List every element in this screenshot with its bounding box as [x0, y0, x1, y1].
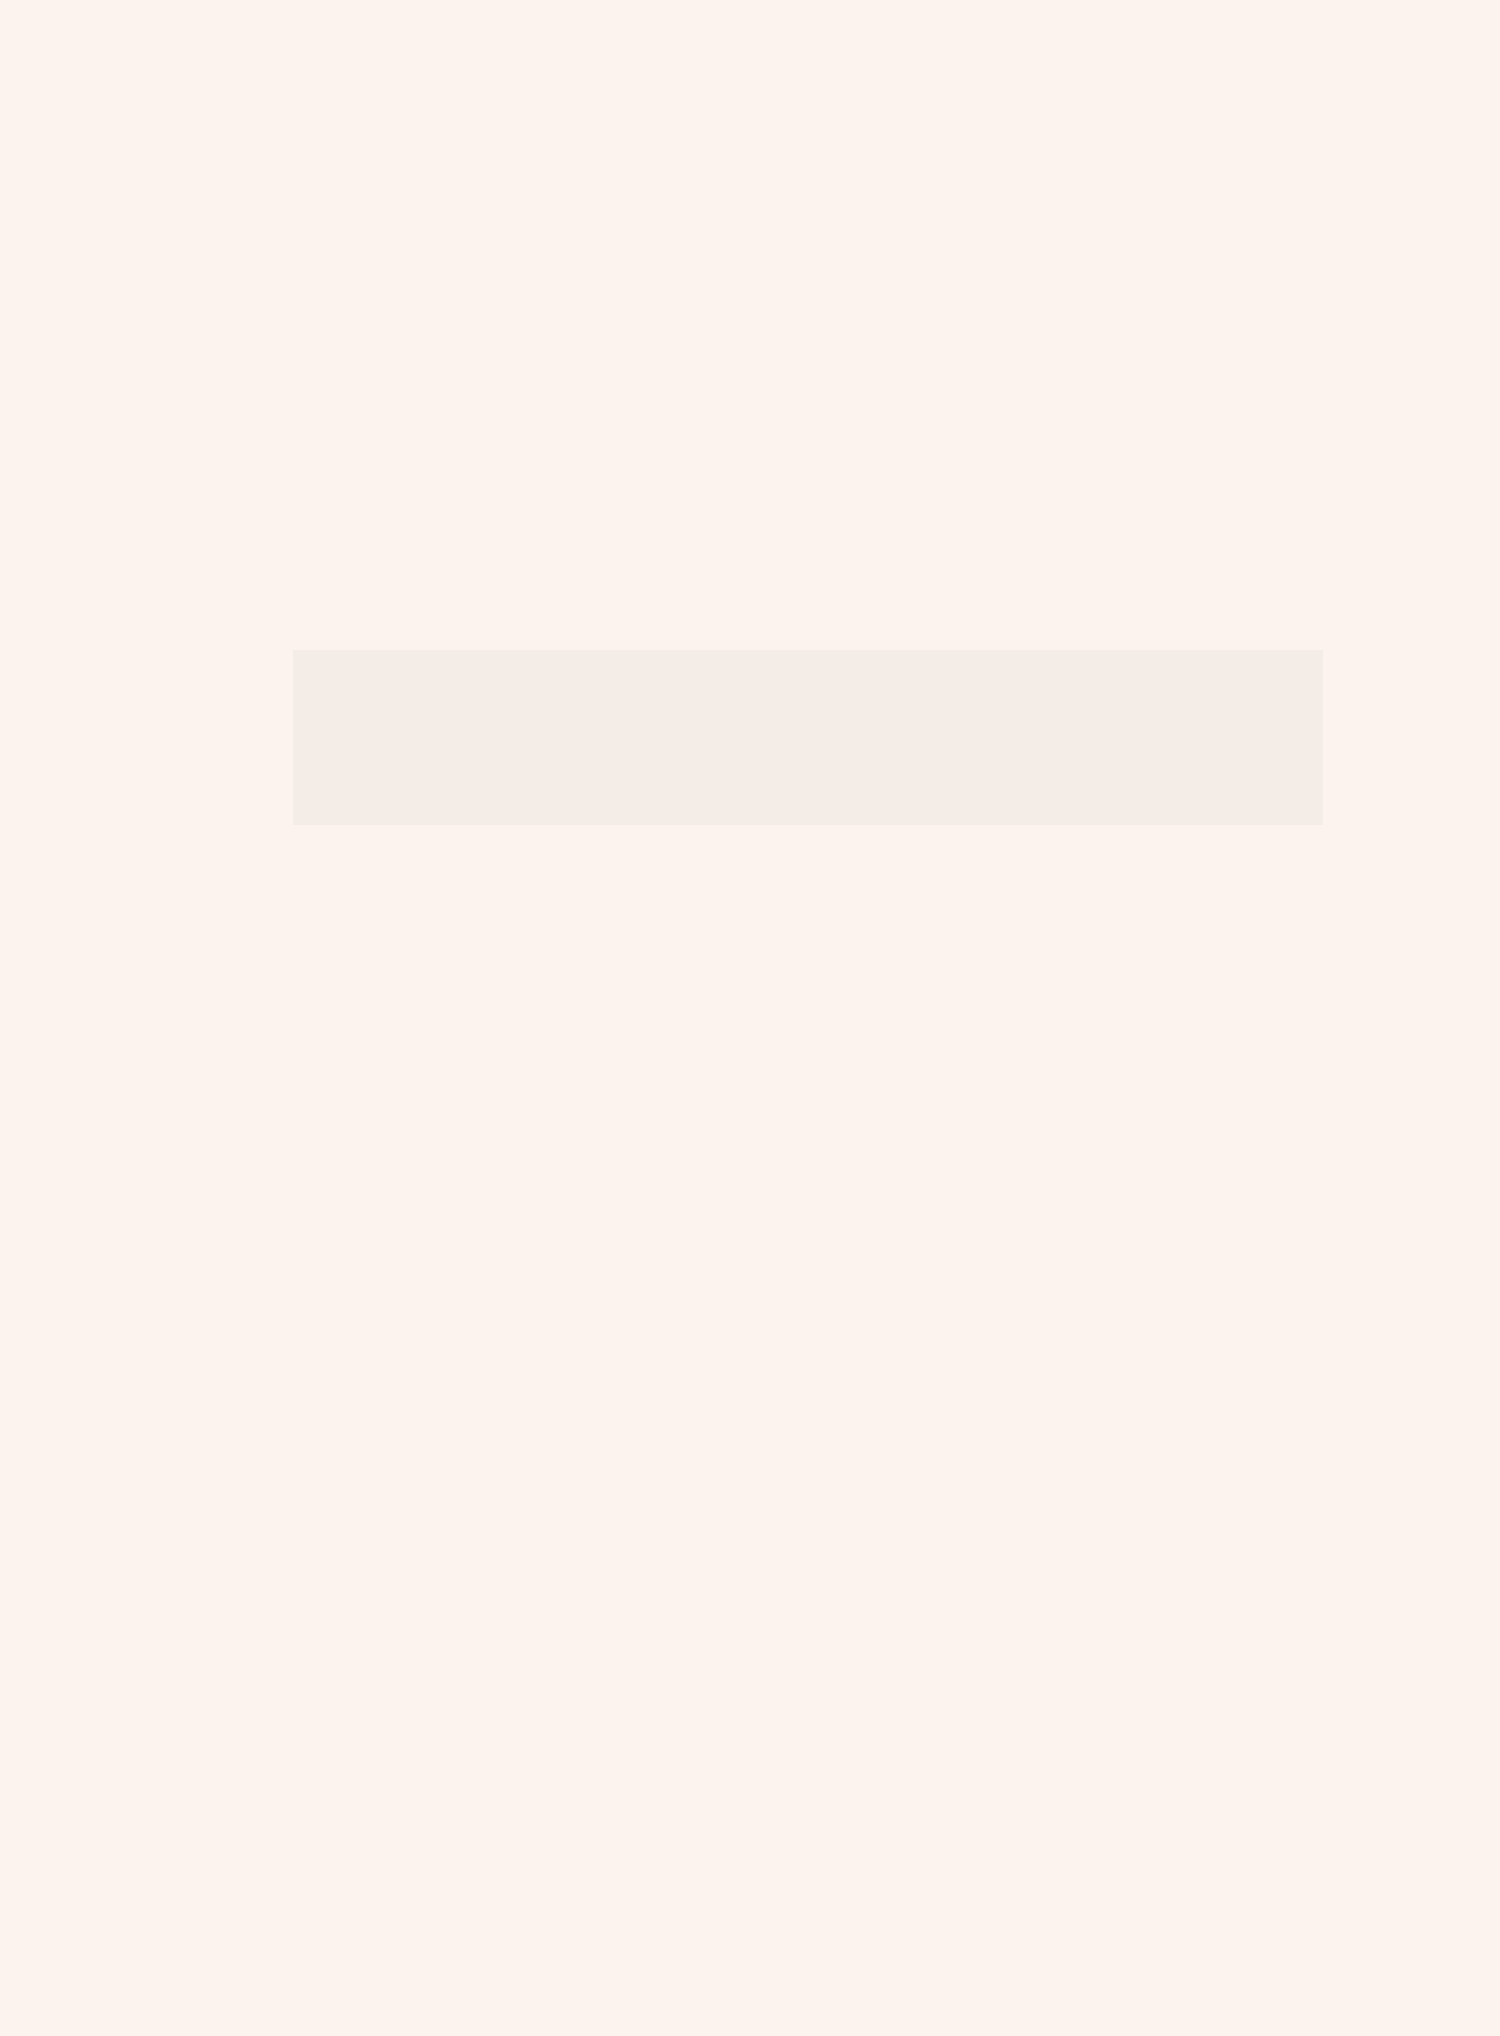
table-header [293, 650, 1323, 825]
reserve-movement-table [293, 650, 1323, 825]
